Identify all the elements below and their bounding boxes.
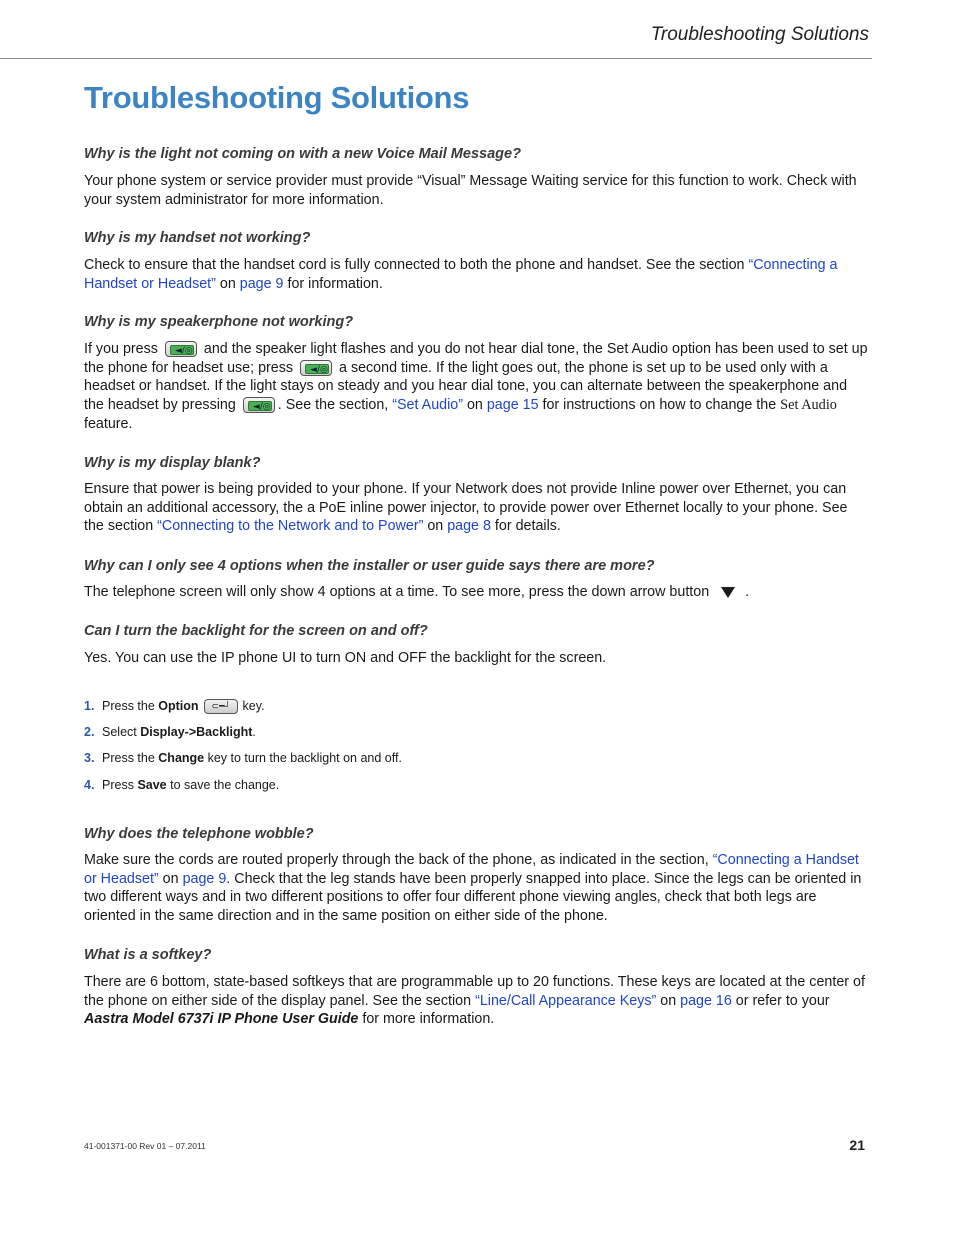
answer-text: on [656, 992, 681, 1009]
question-display: Why is my display blank? [84, 455, 261, 471]
answer-text: on [215, 275, 240, 292]
page-number: 21 [849, 1137, 865, 1153]
question-softkey: What is a softkey? [84, 947, 212, 963]
step-item: 3. Press the Change key to turn the backlight on and off. [84, 751, 402, 765]
answer-text: for instructions on how to change the [538, 397, 781, 414]
answer-text: The telephone screen will only show 4 options at a time. To see more, press the down arrow button [84, 584, 710, 600]
answer-display [84, 480, 868, 536]
header-rule [0, 58, 872, 59]
answer-text: and the speaker light flashes and you do not hear dial tone, the Set Audio option has been used to set up the phone for headset use; press [84, 341, 868, 376]
speaker-headset-key-icon: ◄/◎ [165, 341, 197, 357]
question-backlight: Can I turn the backlight for the screen on and off? [84, 623, 428, 639]
link-page-16[interactable]: page 16 [680, 992, 732, 1009]
answer-softkey [84, 973, 868, 1029]
answer-speakerphone [84, 340, 868, 434]
link-page-15[interactable]: page 15 [486, 397, 539, 414]
answer-text: a second time. If the light goes out, the phone is set up to be used only with a headset or handset. If the light stays on steady and you hear dial tone, you can alternate between the speakerphone and the headset by pressing [84, 359, 848, 414]
answer-text: . Check that the leg stands have been properly snapped into place. Since the legs can be oriented in two different ways and in two different positions to offer four different phone viewing angles, check that both legs are oriented in the same direction and in the same position on either side of the phone. [84, 870, 862, 925]
answer-text: on [158, 870, 183, 887]
user-guide-title: Aastra Model 6737i IP Phone User Guide [84, 1011, 359, 1028]
option-key-icon: ⊂━┘ [204, 699, 238, 714]
set-audio-term: Set Audio [780, 397, 837, 414]
question-wobble: Why does the telephone wobble? [84, 826, 314, 842]
link-page-9[interactable]: page 9 [182, 870, 227, 887]
answer-text: Check to ensure that the handset cord is fully connected to both the phone and handset. See the section [84, 257, 749, 273]
step-item: 1. Press the Option ⊂━┘ key. [84, 699, 265, 713]
answer-voicemail: Your phone system or service provider must provide “Visual” Message Waiting service for this function to work. Check with your system administrator for more information. [84, 173, 857, 208]
link-connecting-handset[interactable]: “Connecting a Handset or Headset” [84, 852, 859, 887]
running-header: Troubleshooting Solutions [650, 24, 869, 45]
question-handset: Why is my handset not working? [84, 230, 311, 246]
step-item: 2. Select Display->Backlight. [84, 725, 256, 739]
answer-text: feature. [84, 415, 133, 432]
speaker-headset-key-icon: ◄/◎ [243, 397, 275, 413]
down-arrow-icon [721, 587, 735, 598]
question-speakerphone: Why is my speakerphone not working? [84, 314, 354, 330]
link-connecting-handset[interactable]: “Connecting a Handset or Headset” [84, 257, 838, 292]
answer-text: If you press [84, 341, 158, 357]
link-connecting-network[interactable]: “Connecting to the Network and to Power” [157, 518, 424, 535]
speaker-headset-key-icon: ◄/◎ [300, 360, 332, 376]
answer-text: on [423, 518, 448, 535]
question-options: Why can I only see 4 options when the installer or user guide says there are more? [84, 558, 655, 574]
page-title: Troubleshooting Solutions [84, 80, 470, 115]
link-page-9[interactable]: page 9 [239, 275, 284, 292]
answer-text: There are 6 bottom, state-based softkeys that are programmable up to 20 functions. These keys are located at the center of the phone on either side of the display panel. See the section [84, 974, 865, 1009]
link-page-8[interactable]: page 8 [447, 518, 491, 535]
step-item: 4. Press Save to save the change. [84, 778, 280, 792]
answer-wobble [84, 851, 868, 926]
answer-text: on [462, 397, 487, 414]
answer-handset [84, 256, 868, 293]
answer-text: for information. [283, 275, 383, 292]
answer-text: . See the section, [277, 397, 393, 414]
answer-text: . [745, 584, 750, 600]
answer-text: Ensure that power is being provided to your phone. If your Network does not provide Inline power over Ethernet, you can obtain an additional accessory, the a PoE inline power injector, to provide power over Ethernet locally to your phone. See the section [84, 481, 848, 535]
answer-text: Make sure the cords are routed properly through the back of the phone, as indicated in the section, [84, 852, 713, 868]
answer-text: for more information. [358, 1011, 495, 1028]
answer-text: for details. [490, 518, 561, 535]
answer-options [84, 583, 868, 602]
footer-doc-id: 41-001371-00 Rev 01 – 07.2011 [84, 1141, 206, 1151]
answer-text: or refer to your [731, 992, 830, 1009]
link-set-audio[interactable]: “Set Audio” [392, 397, 463, 414]
answer-backlight: Yes. You can use the IP phone UI to turn ON and OFF the backlight for the screen. [84, 650, 607, 666]
question-voicemail: Why is the light not coming on with a new Voice Mail Message? [84, 146, 521, 162]
link-line-call-keys[interactable]: “Line/Call Appearance Keys” [475, 992, 657, 1009]
